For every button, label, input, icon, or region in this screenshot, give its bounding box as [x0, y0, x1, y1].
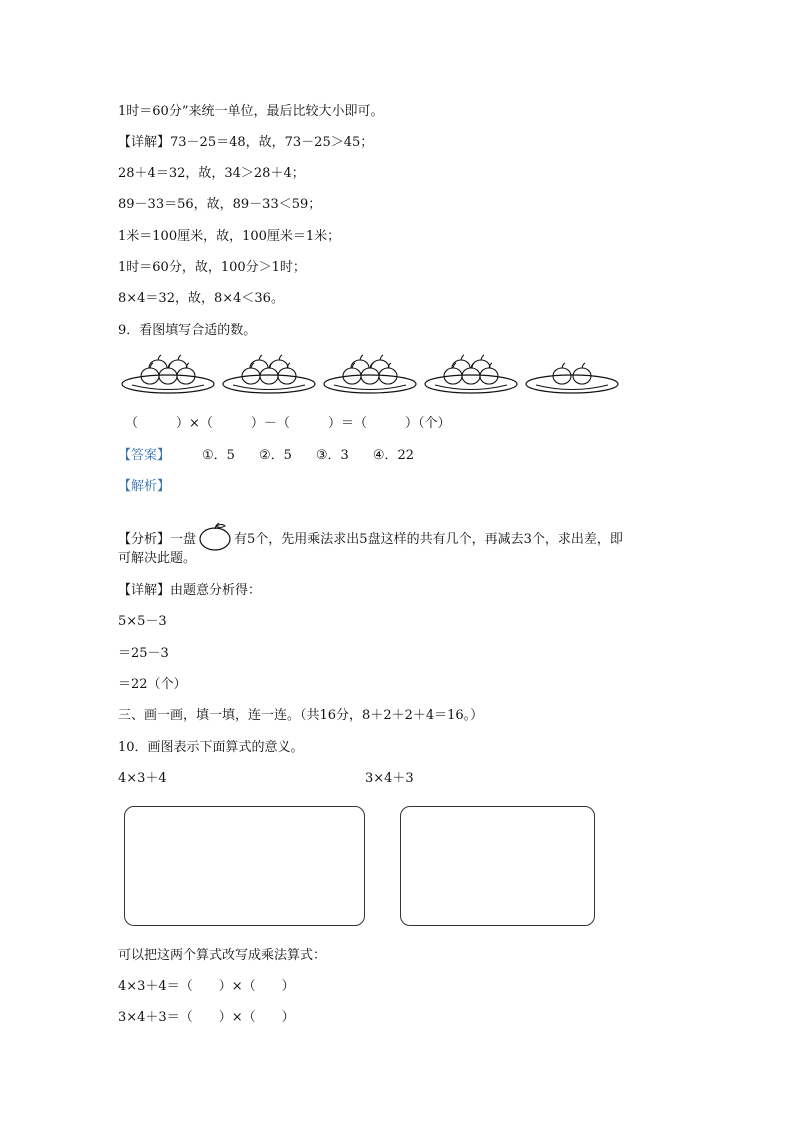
- answer-tag: 【答案】: [118, 448, 171, 463]
- plate: [423, 350, 519, 396]
- plate: [221, 350, 317, 396]
- blank-3: ）－（: [250, 416, 290, 431]
- fenxi-line: [118, 523, 623, 551]
- step-3: ＝22（个）: [118, 677, 187, 692]
- line-6: 1时＝60分，故，100分＞1时；: [118, 260, 306, 275]
- xiangjie-text: 由题意分析得：: [170, 583, 262, 598]
- q9-title: 9．看图填写合适的数。: [118, 323, 257, 338]
- plate: [524, 350, 620, 396]
- expr-right: 3×4＋3: [365, 771, 414, 786]
- blank-2: ）×（: [176, 416, 213, 431]
- answer-4: ④．22: [372, 448, 415, 463]
- rewrite-title: 可以把这两个算式改写成乘法算式：: [118, 948, 327, 963]
- answer-2: ②．5: [258, 448, 292, 463]
- line-2: [118, 134, 373, 152]
- blank-1: （: [125, 416, 139, 431]
- section-3-title: 三、画一画，填一填，连一连。（共16分，8＋2＋2＋4＝16。）: [118, 708, 484, 723]
- apple-icon: [553, 363, 571, 384]
- blank-5: ）（个）: [404, 416, 451, 431]
- xiangjie-line: [118, 582, 261, 600]
- line-7: 8×4＝32，故，8×4＜36。: [118, 291, 284, 306]
- line-4: 89－33＝56，故，89－33＜59；: [118, 197, 322, 212]
- expr-left: 4×3＋4: [118, 771, 167, 786]
- q10-title: 10．画图表示下面算式的意义。: [118, 740, 304, 755]
- q9-answer-row: [118, 447, 414, 465]
- fenxi-b: 有5个，先用乘法求出5盘这样的共有几个，再减去3个，求出差，即: [234, 532, 623, 547]
- line-2-text: 73－25＝48，故，73－25＞45；: [170, 135, 374, 150]
- apple-icon: [573, 363, 591, 384]
- step-1: 5×5－3: [118, 614, 167, 629]
- plate: [322, 350, 418, 396]
- fenxi-c: 可解决此题。: [118, 551, 197, 566]
- q9-blank-row: [125, 415, 450, 433]
- drawing-box-right[interactable]: [400, 806, 595, 926]
- step-2: ＝25－3: [118, 646, 169, 661]
- line-3: 28＋4＝32，故，34＞28＋4；: [118, 166, 305, 181]
- line-1: 1时＝60分”来统一单位，最后比较大小即可。: [118, 104, 384, 119]
- fenxi-tag: 【分析】: [118, 532, 171, 547]
- answer-3: ③．3: [315, 448, 349, 463]
- xiangjie-tag: 【详解】: [118, 583, 171, 598]
- answer-1: ①．5: [202, 448, 235, 463]
- detail-tag: 【详解】: [118, 135, 171, 150]
- plate: [120, 350, 216, 396]
- fenxi-a: 一盘: [170, 532, 197, 547]
- jiexi-tag: 【解析】: [118, 479, 171, 494]
- blank-4: ）＝（: [327, 416, 367, 431]
- apple-plates-figure: [120, 350, 620, 400]
- rewrite-row-1: 4×3＋4＝（ ）×（ ）: [118, 979, 295, 994]
- rewrite-row-2: 3×4＋3＝（ ）×（ ）: [118, 1010, 295, 1025]
- line-5: 1米＝100厘米，故，100厘米＝1米；: [118, 229, 341, 244]
- drawing-box-left[interactable]: [124, 806, 365, 926]
- apple-icon: [198, 523, 232, 551]
